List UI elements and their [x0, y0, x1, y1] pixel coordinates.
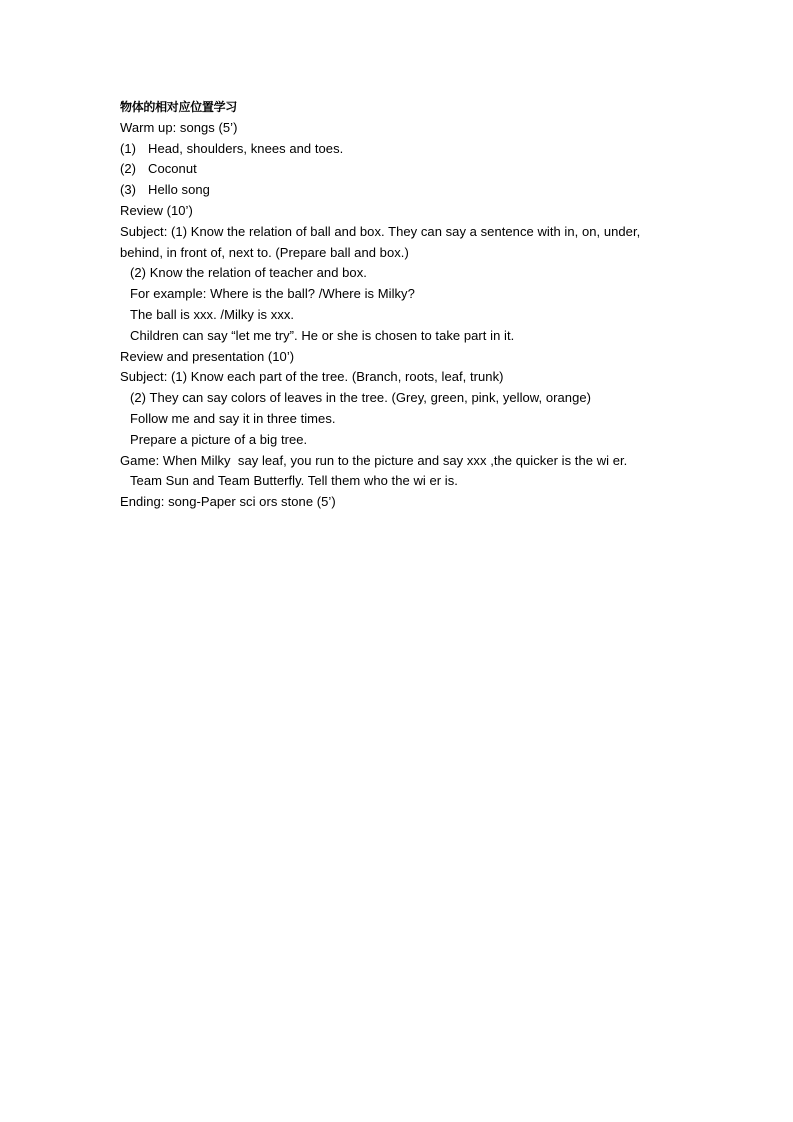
numbered-item-3	[120, 180, 680, 201]
numbered-item-2	[120, 159, 680, 180]
follow-me-line: Follow me and say it in three times.	[130, 410, 336, 426]
item-number: (1)	[120, 140, 137, 156]
subject-line-1-continued: behind, in front of, next to. (Prepare ball and box.)	[120, 244, 409, 260]
review-heading: Review (10’)	[120, 202, 193, 218]
subject-line-1: Subject: (1) Know the relation of ball and box. They can say a sentence with in, on, under,	[120, 223, 641, 239]
review-presentation-heading: Review and presentation (10’)	[120, 348, 295, 364]
example-line: For example: Where is the ball? /Where is Milky?	[130, 286, 415, 302]
teams-line: Team Sun and Team Butterfly. Tell them who the wi er is.	[130, 473, 458, 489]
numbered-item-1	[120, 139, 680, 160]
document-title: 物体的相对应位置学习	[120, 100, 238, 114]
document-body	[120, 97, 680, 513]
prepare-picture-line: Prepare a picture of a big tree.	[130, 431, 308, 447]
item-text: Coconut	[148, 161, 197, 177]
children-line: Children can say “let me try”. He or she is chosen to take part in it.	[130, 327, 515, 343]
game-line: Game: When Milky say leaf, you run to the picture and say xxx ,the quicker is the wi er.	[120, 452, 628, 468]
example-answer-line: The ball is xxx. /Milky is xxx.	[130, 306, 295, 322]
item-number: (2)	[120, 161, 137, 177]
item-text: Head, shoulders, knees and toes.	[148, 140, 344, 156]
tree-subject-line-1: Subject: (1) Know each part of the tree. (Branch, roots, leaf, trunk)	[120, 369, 504, 385]
subject-line-2: (2) Know the relation of teacher and box.	[130, 265, 367, 281]
ending-line: Ending: song-Paper sci ors stone (5’)	[120, 494, 336, 510]
warm-up-heading: Warm up: songs (5’)	[120, 119, 238, 135]
tree-subject-line-2: (2) They can say colors of leaves in the tree. (Grey, green, pink, yellow, orange)	[130, 390, 592, 406]
item-text: Hello song	[148, 182, 210, 198]
item-number: (3)	[120, 182, 137, 198]
